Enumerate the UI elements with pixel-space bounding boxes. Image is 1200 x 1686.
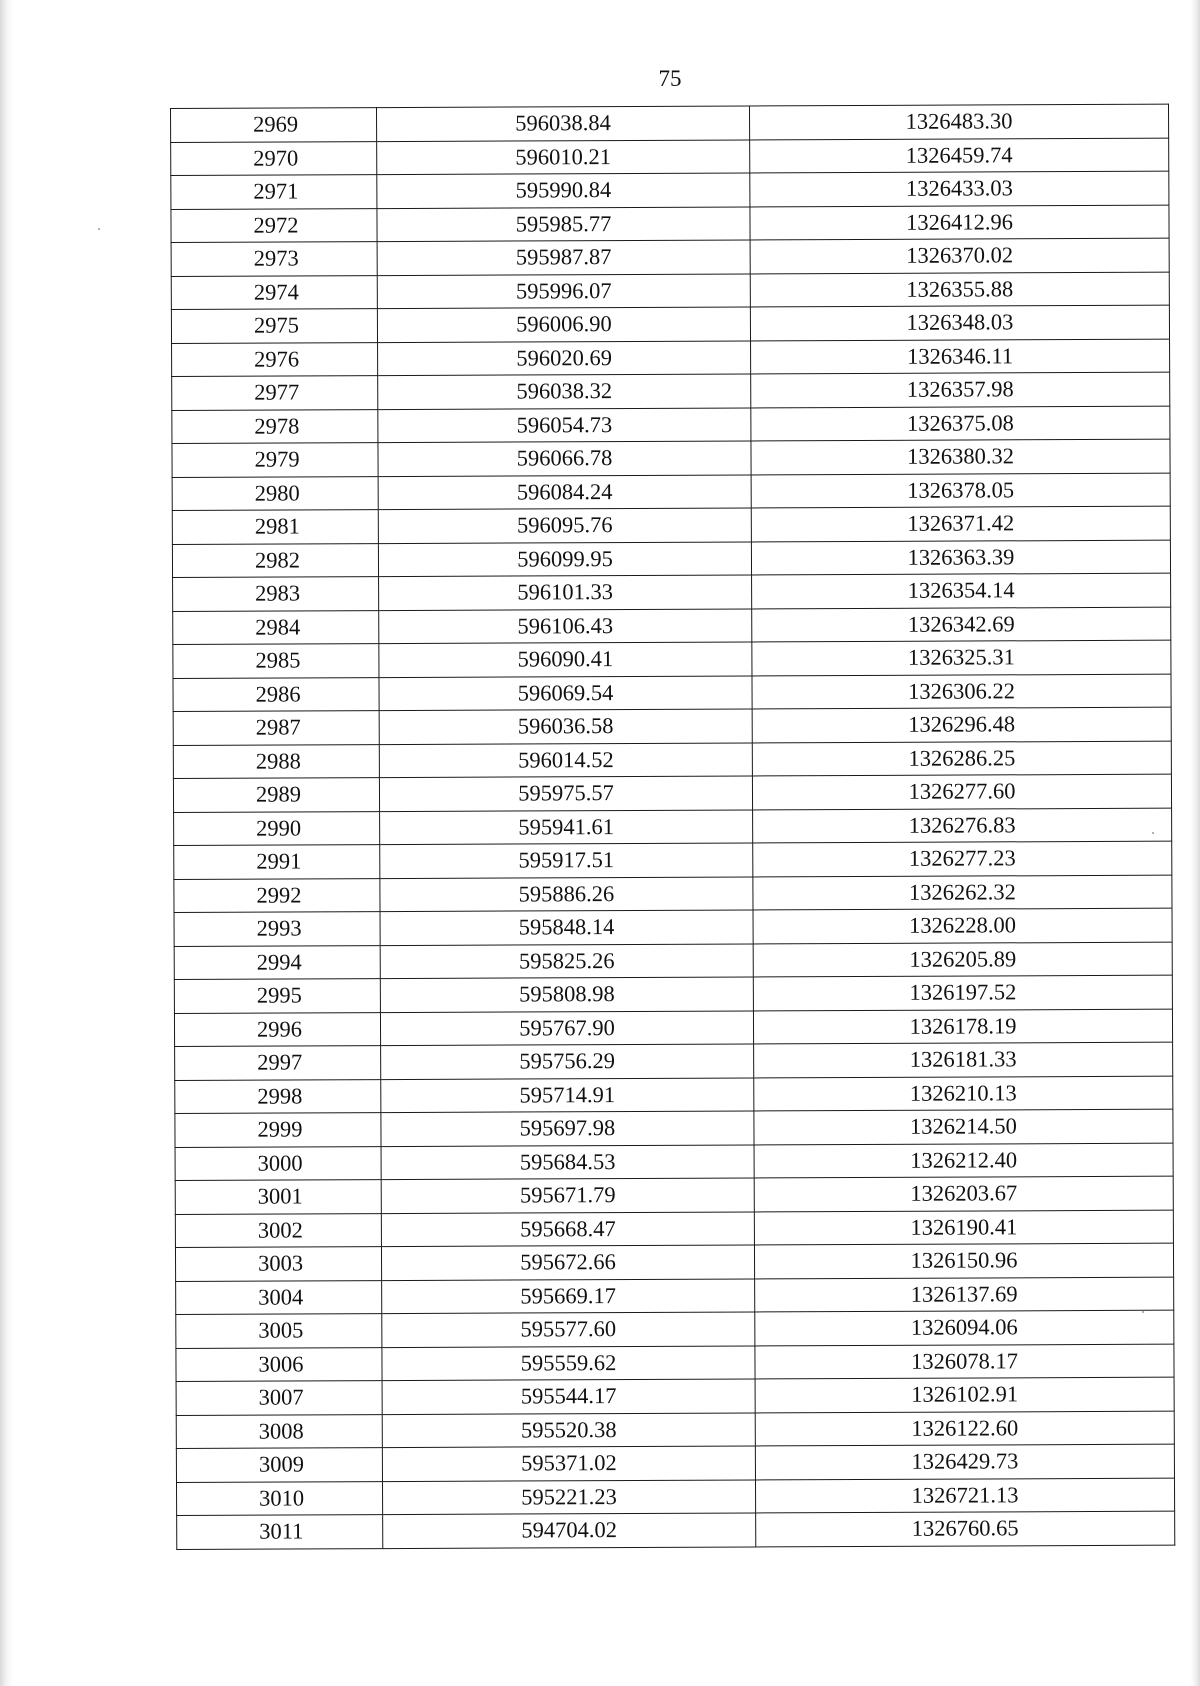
y-coordinate-cell: 1326375.08 <box>751 406 1170 441</box>
x-coordinate-cell: 595848.14 <box>380 910 753 945</box>
point-number-cell: 3008 <box>176 1414 382 1448</box>
table-row <box>173 741 1171 779</box>
y-coordinate-cell: 1326150.96 <box>754 1243 1173 1278</box>
point-number-cell: 2999 <box>175 1113 381 1147</box>
x-coordinate-cell: 595941.61 <box>380 809 753 844</box>
y-coordinate-cell: 1326181.33 <box>754 1042 1173 1077</box>
table-row <box>176 1478 1174 1516</box>
y-coordinate-cell: 1326094.06 <box>755 1310 1174 1345</box>
x-coordinate-cell: 595714.91 <box>381 1077 754 1112</box>
coordinate-table-body <box>171 104 1175 1549</box>
y-coordinate-cell: 1326306.22 <box>752 674 1171 709</box>
y-coordinate-cell: 1326214.50 <box>754 1109 1173 1144</box>
x-coordinate-cell: 595371.02 <box>382 1446 755 1481</box>
point-number-cell: 2988 <box>173 744 379 778</box>
point-number-cell: 2979 <box>172 443 378 477</box>
y-coordinate-cell: 1326348.03 <box>750 305 1169 340</box>
x-coordinate-cell: 596099.95 <box>378 541 751 576</box>
table-row <box>176 1344 1174 1382</box>
point-number-cell: 2984 <box>173 610 379 644</box>
table-row <box>174 908 1172 946</box>
x-coordinate-cell: 596084.24 <box>378 474 751 509</box>
table-row <box>175 1143 1173 1181</box>
table-row <box>171 205 1169 243</box>
point-number-cell: 2970 <box>171 141 377 175</box>
table-row <box>171 138 1169 176</box>
y-coordinate-cell: 1326190.41 <box>754 1210 1173 1245</box>
y-coordinate-cell: 1326078.17 <box>755 1344 1174 1379</box>
coordinate-table <box>170 104 1175 1550</box>
y-coordinate-cell: 1326277.60 <box>752 774 1171 809</box>
point-number-cell: 2998 <box>175 1079 381 1113</box>
table-row <box>175 1109 1173 1147</box>
table-row <box>171 272 1169 310</box>
table-row <box>176 1411 1174 1449</box>
y-coordinate-cell: 1326276.83 <box>753 808 1172 843</box>
y-coordinate-cell: 1326212.40 <box>754 1143 1173 1178</box>
table-row <box>175 1042 1173 1080</box>
x-coordinate-cell: 596066.78 <box>378 441 751 476</box>
y-coordinate-cell: 1326122.60 <box>755 1411 1174 1446</box>
x-coordinate-cell: 595975.57 <box>379 776 752 811</box>
table-row <box>173 573 1171 611</box>
scan-speck <box>98 228 100 230</box>
table-row <box>171 171 1169 209</box>
point-number-cell: 2976 <box>172 342 378 376</box>
x-coordinate-cell: 596010.21 <box>377 139 750 174</box>
x-coordinate-cell: 596101.33 <box>379 575 752 610</box>
y-coordinate-cell: 1326721.13 <box>755 1478 1174 1513</box>
point-number-cell: 3000 <box>175 1146 381 1180</box>
x-coordinate-cell: 595987.87 <box>377 240 750 275</box>
table-row <box>176 1310 1174 1348</box>
point-number-cell: 2986 <box>173 677 379 711</box>
table-row <box>172 473 1170 511</box>
point-number-cell: 2977 <box>172 376 378 410</box>
x-coordinate-cell: 595767.90 <box>380 1010 753 1045</box>
table-row <box>174 808 1172 846</box>
point-number-cell: 2972 <box>171 208 377 242</box>
table-row <box>173 674 1171 712</box>
y-coordinate-cell: 1326203.67 <box>754 1176 1173 1211</box>
page-number: 75 <box>658 66 682 91</box>
table-row <box>175 1176 1173 1214</box>
x-coordinate-cell: 596006.90 <box>377 307 750 342</box>
table-row <box>173 640 1171 678</box>
x-coordinate-cell: 595668.47 <box>381 1211 754 1246</box>
table-row <box>172 506 1170 544</box>
table-row <box>173 707 1171 745</box>
y-coordinate-cell: 1326363.39 <box>751 540 1170 575</box>
point-number-cell: 2974 <box>171 275 377 309</box>
point-number-cell: 3010 <box>176 1481 382 1515</box>
point-number-cell: 2997 <box>175 1046 381 1080</box>
y-coordinate-cell: 1326286.25 <box>752 741 1171 776</box>
point-number-cell: 3007 <box>176 1381 382 1415</box>
x-coordinate-cell: 595808.98 <box>380 977 753 1012</box>
table-row <box>176 1444 1174 1482</box>
point-number-cell: 3006 <box>176 1347 382 1381</box>
point-number-cell: 2978 <box>172 409 378 443</box>
x-coordinate-cell: 595671.79 <box>381 1178 754 1213</box>
x-coordinate-cell: 595985.77 <box>377 206 750 241</box>
point-number-cell: 2987 <box>173 711 379 745</box>
x-coordinate-cell: 595221.23 <box>382 1479 755 1514</box>
scan-left-edge-shadow <box>0 0 14 1686</box>
table-row <box>176 1377 1174 1415</box>
table-row <box>172 406 1170 444</box>
x-coordinate-cell: 595684.53 <box>381 1144 754 1179</box>
x-coordinate-cell: 595697.98 <box>381 1111 754 1146</box>
point-number-cell: 2996 <box>174 1012 380 1046</box>
table-row <box>172 372 1170 410</box>
point-number-cell: 2969 <box>171 108 377 142</box>
point-number-cell: 3002 <box>175 1213 381 1247</box>
point-number-cell: 3011 <box>177 1515 383 1549</box>
point-number-cell: 2973 <box>171 242 377 276</box>
y-coordinate-cell: 1326325.31 <box>752 640 1171 675</box>
table-row <box>175 1210 1173 1248</box>
point-number-cell: 2995 <box>174 979 380 1013</box>
table-row <box>174 1009 1172 1047</box>
x-coordinate-cell: 595669.17 <box>382 1278 755 1313</box>
point-number-cell: 2989 <box>173 778 379 812</box>
point-number-cell: 2992 <box>174 878 380 912</box>
table-row <box>172 540 1170 578</box>
table-row <box>176 1277 1174 1315</box>
x-coordinate-cell: 595996.07 <box>377 273 750 308</box>
point-number-cell: 2971 <box>171 175 377 209</box>
x-coordinate-cell: 595544.17 <box>382 1379 755 1414</box>
y-coordinate-cell: 1326412.96 <box>750 205 1169 240</box>
point-number-cell: 2981 <box>172 510 378 544</box>
y-coordinate-cell: 1326371.42 <box>751 506 1170 541</box>
x-coordinate-cell: 595756.29 <box>381 1044 754 1079</box>
x-coordinate-cell: 596038.32 <box>378 374 751 409</box>
y-coordinate-cell: 1326354.14 <box>752 573 1171 608</box>
point-number-cell: 2990 <box>174 811 380 845</box>
x-coordinate-cell: 595577.60 <box>382 1312 755 1347</box>
y-coordinate-cell: 1326346.11 <box>751 339 1170 374</box>
y-coordinate-cell: 1326228.00 <box>753 908 1172 943</box>
point-number-cell: 2993 <box>174 912 380 946</box>
y-coordinate-cell: 1326205.89 <box>753 942 1172 977</box>
y-coordinate-cell: 1326760.65 <box>756 1511 1175 1546</box>
y-coordinate-cell: 1326355.88 <box>750 272 1169 307</box>
x-coordinate-cell: 596014.52 <box>379 742 752 777</box>
point-number-cell: 2982 <box>172 543 378 577</box>
scan-right-edge-shadow <box>1190 0 1200 1686</box>
point-number-cell: 2985 <box>173 644 379 678</box>
table-row <box>175 1076 1173 1114</box>
y-coordinate-cell: 1326210.13 <box>754 1076 1173 1111</box>
x-coordinate-cell: 596095.76 <box>378 508 751 543</box>
table-row <box>171 104 1169 142</box>
x-coordinate-cell: 595825.26 <box>380 943 753 978</box>
point-number-cell: 2991 <box>174 845 380 879</box>
x-coordinate-cell: 596036.58 <box>379 709 752 744</box>
point-number-cell: 3001 <box>175 1180 381 1214</box>
x-coordinate-cell: 595886.26 <box>380 876 753 911</box>
x-coordinate-cell: 596038.84 <box>377 106 750 141</box>
table-row <box>174 875 1172 913</box>
point-number-cell: 2980 <box>172 476 378 510</box>
table-row <box>173 607 1171 645</box>
y-coordinate-cell: 1326137.69 <box>755 1277 1174 1312</box>
x-coordinate-cell: 595990.84 <box>377 173 750 208</box>
point-number-cell: 2983 <box>173 577 379 611</box>
x-coordinate-cell: 596054.73 <box>378 407 751 442</box>
table-row <box>171 305 1169 343</box>
y-coordinate-cell: 1326483.30 <box>749 104 1168 139</box>
point-number-cell: 2975 <box>171 309 377 343</box>
table-row <box>175 1243 1173 1281</box>
y-coordinate-cell: 1326277.23 <box>753 841 1172 876</box>
y-coordinate-cell: 1326197.52 <box>753 975 1172 1010</box>
point-number-cell: 3009 <box>176 1448 382 1482</box>
table-row <box>177 1511 1175 1549</box>
y-coordinate-cell: 1326380.32 <box>751 439 1170 474</box>
table-row <box>174 942 1172 980</box>
x-coordinate-cell: 596069.54 <box>379 675 752 710</box>
y-coordinate-cell: 1326296.48 <box>752 707 1171 742</box>
x-coordinate-cell: 595672.66 <box>381 1245 754 1280</box>
y-coordinate-cell: 1326370.02 <box>750 238 1169 273</box>
table-row <box>172 339 1170 377</box>
y-coordinate-cell: 1326357.98 <box>751 372 1170 407</box>
x-coordinate-cell: 594704.02 <box>383 1513 756 1548</box>
table-row <box>174 841 1172 879</box>
table-row <box>172 439 1170 477</box>
x-coordinate-cell: 596106.43 <box>379 608 752 643</box>
y-coordinate-cell: 1326262.32 <box>753 875 1172 910</box>
y-coordinate-cell: 1326433.03 <box>750 171 1169 206</box>
y-coordinate-cell: 1326459.74 <box>750 138 1169 173</box>
y-coordinate-cell: 1326102.91 <box>755 1377 1174 1412</box>
x-coordinate-cell: 595917.51 <box>380 843 753 878</box>
y-coordinate-cell: 1326178.19 <box>753 1009 1172 1044</box>
x-coordinate-cell: 595520.38 <box>382 1412 755 1447</box>
x-coordinate-cell: 596090.41 <box>379 642 752 677</box>
point-number-cell: 3003 <box>175 1247 381 1281</box>
x-coordinate-cell: 595559.62 <box>382 1345 755 1380</box>
point-number-cell: 3004 <box>176 1280 382 1314</box>
table-row <box>173 774 1171 812</box>
y-coordinate-cell: 1326342.69 <box>752 607 1171 642</box>
point-number-cell: 3005 <box>176 1314 382 1348</box>
table-row <box>171 238 1169 276</box>
point-number-cell: 2994 <box>174 945 380 979</box>
y-coordinate-cell: 1326378.05 <box>751 473 1170 508</box>
x-coordinate-cell: 596020.69 <box>378 340 751 375</box>
y-coordinate-cell: 1326429.73 <box>755 1444 1174 1479</box>
table-row <box>174 975 1172 1013</box>
